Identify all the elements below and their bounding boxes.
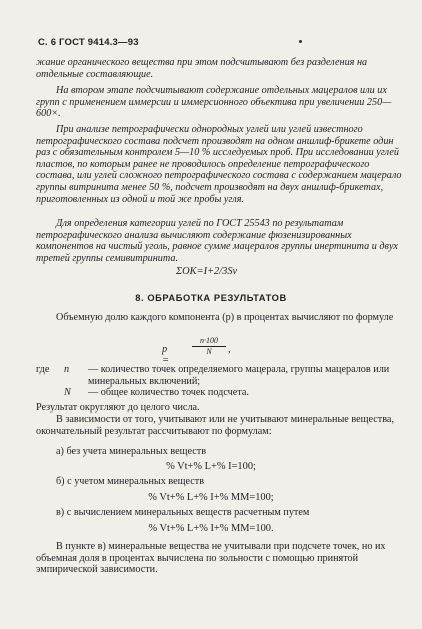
section-heading: 8. ОБРАБОТКА РЕЗУЛЬТАТОВ [135,293,287,303]
paragraph-continuation: жание органического вещества при этом подсчитывают без разделения на отдельные составляющие. [36,57,368,80]
item-b: б) с учетом минеральных веществ [56,476,205,487]
symbol-N: N [64,387,71,399]
fraction-lhs: p = [162,344,170,366]
page-header: С. 6 ГОСТ 9414.3—93 [38,37,139,48]
equation-b: % Vt+% L+% I+% MM=100; [148,492,274,503]
symbol-n: n [64,364,70,375]
equation-a: % Vt+% L+% I=100; [166,461,256,472]
paragraph-second-stage: На втором этапе подсчитывают содержание отдельных мацералов или их групп с применением иммерсии и иммерсионного объектива при увеличении 250—600×. [36,85,392,120]
definitions [36,364,402,399]
definition-N-text: — общее количество точек подсчета. [88,387,249,399]
definition-N [36,387,402,399]
paragraph-analysis: При анализе петрографически однородных углей или углей известного петрографического состава подсчет производят на одном аншлиф-брикете один раз с обязательным контролем 5—10 % исследуемых проб. При исследовании углей пластов, по которым ранее не проводилось определение петрографического состава, или углей сложного петрографического состава с содержанием мацерало группы витринита менее 50 %, подсчет производят на двух аншлиф-брикетах, приготовленных из одной и той же пробы угля. [36,124,402,205]
equation-c: % Vt+% L+% I+% MM=100. [148,523,274,534]
item-a: а) без учета минеральных веществ [56,446,207,457]
formula-fusinized: ΣОК=I+2/3Sv [176,266,238,277]
paragraph-volume-fraction: Объемную долю каждого компонента (p) в процентах вычисляют по формуле [56,312,394,323]
where-word: где [36,364,50,375]
paragraph-category: Для определения категории углей по ГОСТ 25543 по результатам петрографического анализа вычисляют содержание фюзенизированных компонентов на чистый уголь, равное сумме мацералов группы инертинита и двух третей группы семивитринита. [36,218,398,264]
paragraph-rounding: Результат округляют до целого числа. [36,402,200,413]
paragraph-note: В пункте в) минеральные вещества не учитывали при подсчете точек, но их объемная доля в процентах вычислена по зольности с помощью принятой эмпирической зависимости. [36,541,386,576]
fraction-denominator: N [206,347,212,356]
speck-mark [299,40,302,43]
fraction-numerator: n·100 [192,336,226,347]
definition-n-text: — количество точек определяемого мацерала, группы мацералов или минеральных включений; [88,364,390,387]
definition-n [36,364,402,387]
paragraph-formulas-intro: В зависимости от того, учитывают или не учитывают минеральные вещества, окончательный результат рассчитывают по формулам: [36,414,394,437]
fraction [192,336,226,357]
item-c: в) с вычислением минеральных веществ расчетным путем [56,507,310,518]
fraction-trail: , [228,344,231,355]
